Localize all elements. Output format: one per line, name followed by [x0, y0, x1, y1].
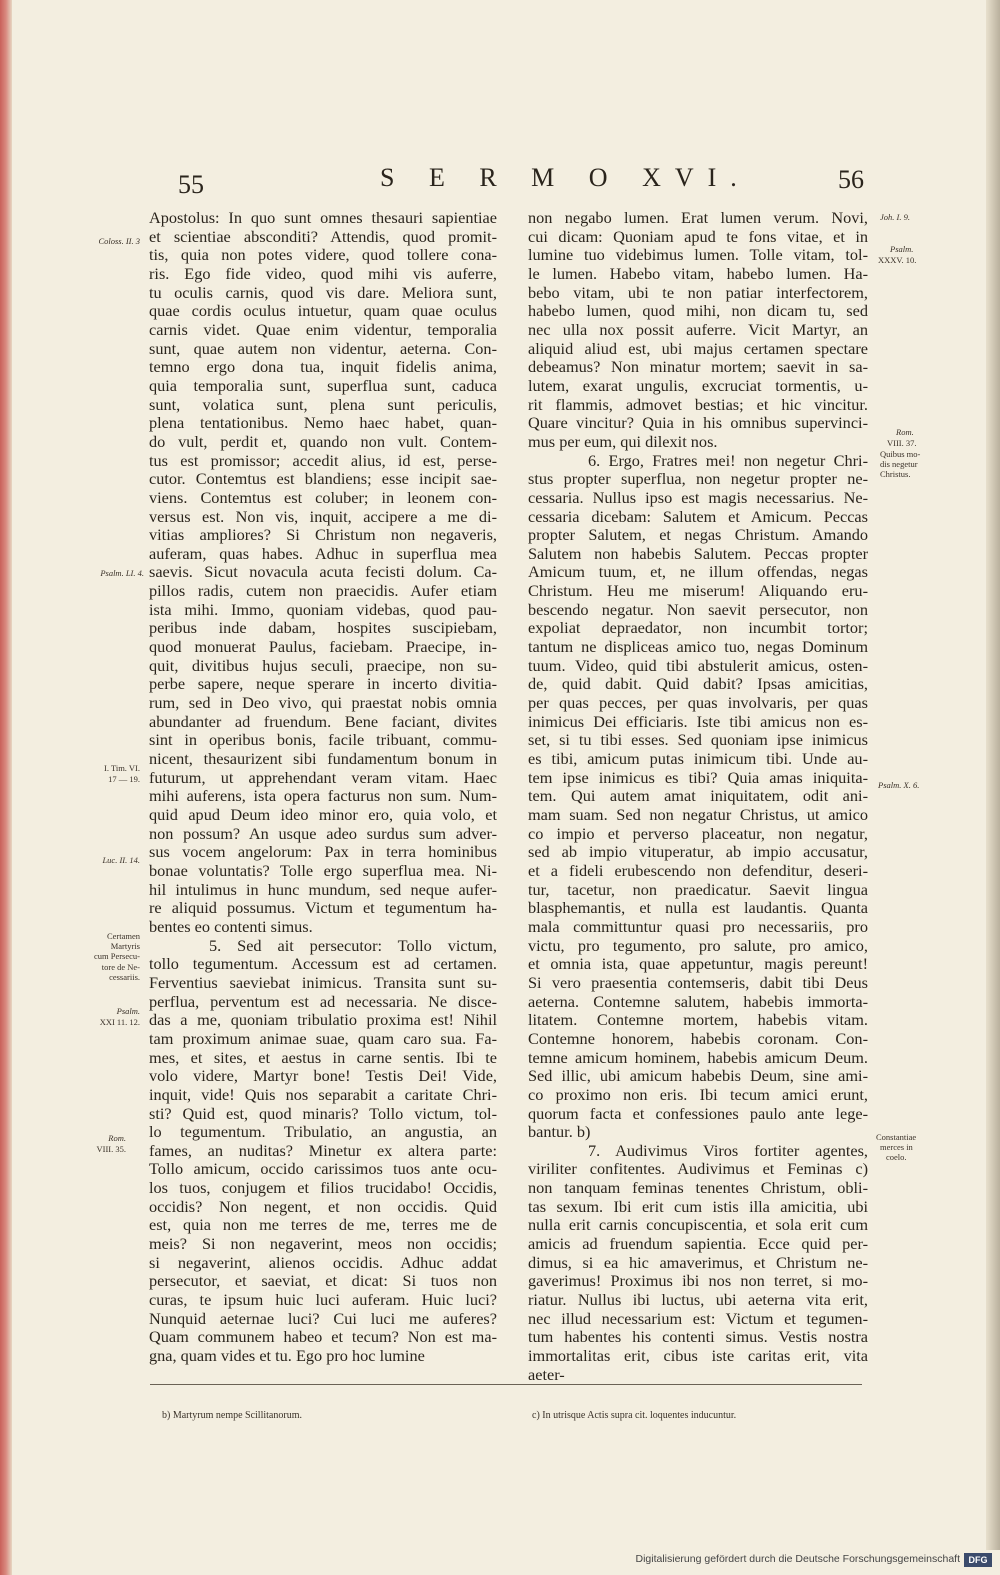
- text-line: lo tegumentum. Tribulatio, an angustia, an: [149, 1123, 497, 1142]
- text-line: habebo lumen, quod mihi, non dicam tu, sed: [528, 302, 868, 321]
- text-line: amicis ad fruendum sapientia. Ecce quid per-: [528, 1235, 868, 1254]
- text-line: curas, te ipsum huic luci auferam. Huic luci?: [149, 1291, 497, 1310]
- text-line: auferam, quas habes. Adhuc in superflua mea: [149, 544, 497, 563]
- margin-topic-r6: coelo.: [886, 1152, 907, 1162]
- margin-ref-psalm-21-a: Psalm.: [116, 1006, 140, 1016]
- text-line: perbe sapere, neque sperare in incerto divitia-: [149, 675, 497, 694]
- footnote-c: c) In utrisque Actis supra cit. loquentes inducuntur.: [532, 1410, 737, 1421]
- text-line: sunt, volatica sunt, plena sunt periculis,: [149, 395, 497, 414]
- margin-topic-r2: dis negetur: [880, 459, 918, 469]
- text-line: inimicus Dei efficiaris. Iste tibi amicus non es-: [528, 712, 868, 731]
- text-line: peribus inde dabam, hospites suscipiebam,: [149, 619, 497, 638]
- book-page-edge: [0, 0, 12, 1575]
- text-line: Salutem non habebis Salutem. Peccas propter: [528, 544, 868, 563]
- margin-ref-rom-8-37-a: Rom.: [896, 427, 914, 437]
- text-line: re aliquid possumus. Victum et tegumentum ha-: [149, 899, 497, 918]
- text-line: Ferventius saeviebat inimicus. Transita sunt su-: [149, 973, 497, 992]
- text-line: temno ergo dona tua, inquit fidelis anima,: [149, 358, 497, 377]
- margin-ref-psalm-10: Psalm. X. 6.: [878, 780, 920, 790]
- text-line: tollo tegumentum. Accessum est ad certamen.: [149, 955, 497, 974]
- text-line: Sed illic, ubi amicum habebis Deum, sine ami-: [528, 1067, 868, 1086]
- text-line: inquit, vide! Quis nos separabit a caritate Chri-: [149, 1085, 497, 1104]
- text-line: debeamus? Non minatur mortem; saevit in sa-: [528, 358, 868, 377]
- text-line: lutem, exarat ungulis, excruciat tormentis, u-: [528, 376, 868, 395]
- text-line: bebo vitam, ubi te non patiar interfectorem,: [528, 283, 868, 302]
- text-line: tem. Qui autem amat iniquitatem, odit ani-: [528, 787, 868, 806]
- text-line: bonae voluntatis? Tolle ergo superflua mea. Ni-: [149, 861, 497, 880]
- text-line: set, si tu tibi esses. Sed quoniam ipse inimicus: [528, 731, 868, 750]
- book-gutter-shadow: [986, 0, 1000, 1550]
- text-line: expoliat depraedator, non incumbit tortor;: [528, 619, 868, 638]
- text-line: mala committuntur quasi pro necessariis, pro: [528, 917, 868, 936]
- text-line: versus est. Non vis, inquit, accipere a me di-: [149, 507, 497, 526]
- text-line: tur, tacetur, non praedicatur. Saevit lingua: [528, 880, 868, 899]
- text-line: tis, quia non potes videre, quod tollere cona-: [149, 246, 497, 265]
- text-line: sunt, quae autem non videntur, aeterna. Con-: [149, 339, 497, 358]
- text-line: saevis. Sicut novacula acuta fecisti dolum. Ca-: [149, 563, 497, 582]
- margin-topic-5: cessariis.: [109, 972, 140, 982]
- text-line: quia temporalia sunt, superflua sunt, caduca: [149, 376, 497, 395]
- margin-ref-rom-8-37-b: VIII. 37.: [887, 438, 917, 448]
- margin-topic-2: Martyris: [110, 941, 140, 951]
- text-line: mus per eum, qui dilexit nos.: [528, 432, 718, 451]
- text-line: immortalitas erit, cibus iste caritas erit, vita: [528, 1347, 868, 1366]
- text-line: mes, et sites, et aestus in carne sentis. Ibi te: [149, 1048, 497, 1067]
- text-line: gaverimus! Proximus ibi nos non terret, si mo-: [528, 1272, 868, 1291]
- text-line: Apostolus: In quo sunt omnes thesauri sapientiae: [149, 209, 497, 227]
- text-line: victu, pro tegumento, pro salute, pro amico,: [528, 936, 868, 955]
- margin-topic-r5: merces in: [880, 1142, 913, 1152]
- text-line: das a me, quoniam tribulatio proxima est! Nihil: [149, 1011, 497, 1030]
- text-line: est, quia non me terres de me, terres me de: [149, 1216, 497, 1235]
- text-line: temne amicum hominem, habebis amicum Deum.: [528, 1048, 868, 1067]
- text-line: nec illud necessarium est: Victum et tegumen-: [528, 1309, 868, 1328]
- margin-ref-1tim-a: I. Tim. VI.: [104, 763, 140, 773]
- text-line: cessaria. Nullus ipso est magis necessarius. Ne-: [528, 488, 868, 507]
- text-line: quod monuerat Paulus, faciebam. Praecipe, in-: [149, 638, 497, 657]
- text-line: blasphemantis, et nulla est laudantis. Quanta: [528, 899, 868, 918]
- text-line: meis? Si non negaverint, meos non occidis;: [149, 1235, 497, 1254]
- text-line: aeterna. Contemne salutem, habebis immorta-: [528, 992, 868, 1011]
- text-line: litatem. Contemne mortem, habebis vitam.: [528, 1011, 868, 1030]
- text-line: co impio et perverso placeatur, non negatur,: [528, 824, 868, 843]
- text-line: nec ulla nox possit auferre. Vicit Martyr, an: [528, 320, 868, 339]
- text-line: tas sexum. Ibi erit cum istis illa amicitia, ubi: [528, 1197, 868, 1216]
- text-line: et omnia ista, quae appetuntur, magis pereunt!: [528, 955, 868, 974]
- text-line: tu oculis carnis, quod vis dare. Meliora sunt,: [149, 283, 497, 302]
- text-line: sed ab impio vituperatur, ab impio accusatur,: [528, 843, 868, 862]
- text-line: bentes eo contenti simus.: [149, 917, 313, 936]
- text-line: tum habentes his contenti simus. Vestis nostra: [528, 1328, 868, 1347]
- text-line: per quas pecces, per quas involvaris, per quas: [528, 694, 868, 713]
- text-line: nulla erit carnis concupiscentia, et sola erit cum: [528, 1216, 868, 1235]
- text-line: Tollo amicum, occido carissimos tuos ante ocu-: [149, 1160, 497, 1179]
- margin-ref-coloss: Coloss. II. 3: [98, 236, 140, 246]
- text-line: aliquid aliud est, ubi majus certamen spectare: [528, 339, 868, 358]
- footnote-b: b) Martyrum nempe Scillitanorum.: [162, 1410, 302, 1421]
- text-line: tus est promissor; accedit alius, id est, perse-: [149, 451, 497, 470]
- text-line: volo videre, Martyr bone! Testis Dei! Vide,: [149, 1067, 497, 1086]
- text-line: Nunquid aeternae luci? Cui luci me auferes?: [149, 1309, 497, 1328]
- text-line: mihi auferens, ista opera facturus non sum. Num-: [149, 787, 497, 806]
- running-title: S E R M O XVI.: [380, 163, 751, 192]
- text-line: ista mihi. Immo, quoniam videbas, quod pau-: [149, 600, 497, 619]
- text-line: non possum? An usque adeo surdus sum adver-: [149, 824, 497, 843]
- text-line: bantur. b): [528, 1123, 591, 1142]
- text-line: aeter-: [528, 1365, 565, 1384]
- text-line: fames, an nuditas? Minetur ex altera parte:: [149, 1141, 497, 1160]
- text-line: non negabo lumen. Erat lumen verum. Novi,: [528, 209, 868, 227]
- text-line: sti? Quid est, quod minaris? Tollo victum, tol-: [149, 1104, 497, 1123]
- text-line: et a fideli erubescendo non defenditur, deseri-: [528, 861, 868, 880]
- text-line: persecutor, et saeviat, et dicat: Si tuos non: [149, 1272, 497, 1291]
- text-line: le lumen. Habebo vitam, habebo lumen. Ha-: [528, 264, 868, 283]
- text-line: Christum. Heu me miserum! Aliquando eru-: [528, 582, 868, 601]
- text-line: gna, quam vides et tu. Ego pro hoc lumine: [149, 1347, 425, 1366]
- text-line: pillos radis, cutem non praecidis. Aufer etiam: [149, 582, 497, 601]
- margin-topic-1: Certamen: [106, 931, 140, 941]
- text-line: nicent, thesaurizent sibi fundamentum bonum in: [149, 750, 497, 769]
- text-line: viriliter confitentes. Audivimus et Feminas c): [528, 1160, 868, 1179]
- margin-ref-rom-8-35-b: VIII. 35.: [96, 1144, 126, 1154]
- text-line: propter Salutem, et negas Christum. Amando: [528, 526, 868, 545]
- margin-ref-psalm-51: Psalm. LI. 4.: [100, 568, 144, 578]
- text-line: cessaria dicebam: Salutem et Amicum. Peccas: [528, 507, 868, 526]
- text-line: riatur. Nullus ibi luctus, ubi aeterna vita erit,: [528, 1291, 868, 1310]
- text-line: cutor. Contemtus est blandiens; esse incipit sae-: [149, 470, 497, 489]
- text-line: et scientiae absconditi? Attendis, quod promit-: [149, 227, 497, 246]
- text-line: quid apud Deum ideo minor ero, quia volo, et: [149, 806, 497, 824]
- text-line: tuum. Video, quid tibi abstulerit amicus, osten-: [528, 656, 868, 675]
- text-line: carnis videt. Quae enim videntur, temporalia: [149, 320, 497, 339]
- text-line: sint in operibus bonis, facile tribuant, commu-: [149, 731, 497, 750]
- margin-ref-psalm-21-b: XXI 11. 12.: [99, 1017, 140, 1027]
- text-line: 5. Sed ait persecutor: Tollo victum,: [209, 936, 497, 955]
- text-line: 6. Ergo, Fratres mei! non negetur Chri-: [588, 451, 868, 470]
- text-line: quit, divitibus hujus seculi, praecipe, non su-: [149, 656, 497, 675]
- text-line: plena tentationibus. Nemo haec habet, quan-: [149, 414, 497, 433]
- text-line: de, quid dabit. Quid dabit? Ipsas amicitias,: [528, 675, 868, 694]
- text-line: bescendo negatur. Non saevit persecutor, non: [528, 600, 868, 619]
- text-line: Quam communem habeo et tecum? Non est ma-: [149, 1328, 497, 1347]
- text-line: tam proximum animae suae, quam caro sua. Fa-: [149, 1029, 497, 1048]
- text-line: perflua, perventum est ad necessaria. Ne disce-: [149, 992, 497, 1011]
- text-line: 7. Audivimus Viros fortiter agentes,: [588, 1141, 868, 1160]
- text-line: do vult, perdit et, quando non vult. Contem-: [149, 432, 497, 451]
- text-column-right: [528, 209, 868, 1384]
- text-line: quorum facta et confessiones paulo ante lege-: [528, 1104, 868, 1123]
- page-number-left: 55: [178, 170, 204, 199]
- text-line: dimus, si ea hic amaverimus, et Christum ne-: [528, 1253, 868, 1272]
- margin-ref-1tim-b: 17 — 19.: [108, 774, 140, 784]
- text-line: rit flammis, admovet bestias; et hic vincitur.: [528, 395, 868, 414]
- text-line: co proximo non eris. Ibi tecum amici erunt,: [528, 1085, 868, 1104]
- margin-topic-r3: Christus.: [880, 469, 911, 479]
- text-line: rum, sed in Deo vivo, qui praestat nobis omnia: [149, 694, 497, 713]
- footnote-divider: [150, 1384, 862, 1385]
- text-line: non tanquam feminas tenentes Christum, obli-: [528, 1179, 868, 1198]
- digitization-credit: Digitalisierung gefördert durch die Deutsche Forschungsgemeinschaft: [635, 1553, 960, 1565]
- text-line: vitias ampliores? Si Christum non negaveris,: [149, 526, 497, 545]
- margin-topic-r1: Quibus mo-: [880, 449, 921, 459]
- margin-ref-psalm-35-b: XXXV. 10.: [878, 255, 917, 265]
- text-line: los tuos, conjugem et filios trucidabo! Occidis,: [149, 1179, 497, 1198]
- text-line: Si vero praesentia contemseris, dabit tibi Deus: [528, 973, 868, 992]
- text-line: Contemne honorem, habebis coronam. Con-: [528, 1029, 868, 1048]
- text-line: tem ipse inimicus es tibi? Quia amas iniquita-: [528, 768, 868, 787]
- margin-topic-4: tore de Ne-: [101, 962, 140, 972]
- text-line: cui dicam: Quoniam apud te fons vitae, et in: [528, 227, 868, 246]
- text-line: lumine tuo videbimus lumen. Tolle vitam, tol-: [528, 246, 868, 265]
- text-line: hil intulimus in hunc mundum, sed neque aufer-: [149, 880, 497, 899]
- margin-ref-rom-8-35-a: Rom.: [108, 1133, 126, 1143]
- margin-ref-joh: Joh. I. 9.: [880, 212, 910, 222]
- text-line: viens. Contemtus est coluber; in leonem con-: [149, 488, 497, 507]
- margin-topic-r4: Constantiae: [876, 1132, 917, 1142]
- text-line: si negaverint, alienos occidis. Adhuc addat: [149, 1253, 497, 1272]
- text-line: es tibi, amicum putas inimicum tibi. Unde au-: [528, 750, 868, 769]
- text-line: Quare vincitur? Quia in his omnibus supervinci-: [528, 414, 868, 433]
- text-line: stus propter superflua, non negetur propter ne-: [528, 470, 868, 489]
- margin-ref-luc: Luc. II. 14.: [102, 855, 140, 865]
- margin-topic-3: cum Persecu-: [93, 951, 140, 961]
- text-line: sus vocem angelorum: Pax in terra hominibus: [149, 843, 497, 862]
- page-number-right: 56: [838, 165, 864, 194]
- margin-ref-psalm-35-a: Psalm.: [890, 244, 914, 254]
- dfg-logo: DFG: [964, 1553, 992, 1567]
- text-line: mam suam. Sed non negatur Christus, ut amico: [528, 806, 868, 824]
- text-line: Amicum tuum, et, ne illum offendas, negas: [528, 563, 868, 582]
- text-line: abundanter ad fruendum. Bene faciant, divites: [149, 712, 497, 731]
- text-line: tantum ne displiceas amico tuo, negas Dominum: [528, 638, 868, 657]
- text-line: futurum, ut apprehendant veram vitam. Haec: [149, 768, 497, 787]
- text-line: quae cordis oculus intuetur, quam quae oculus: [149, 302, 497, 321]
- text-line: ris. Ego fide video, quod mihi vis auferre,: [149, 264, 497, 283]
- text-line: occidis? Non negent, et non occidis. Quid: [149, 1197, 497, 1216]
- text-column-left: [149, 209, 497, 1366]
